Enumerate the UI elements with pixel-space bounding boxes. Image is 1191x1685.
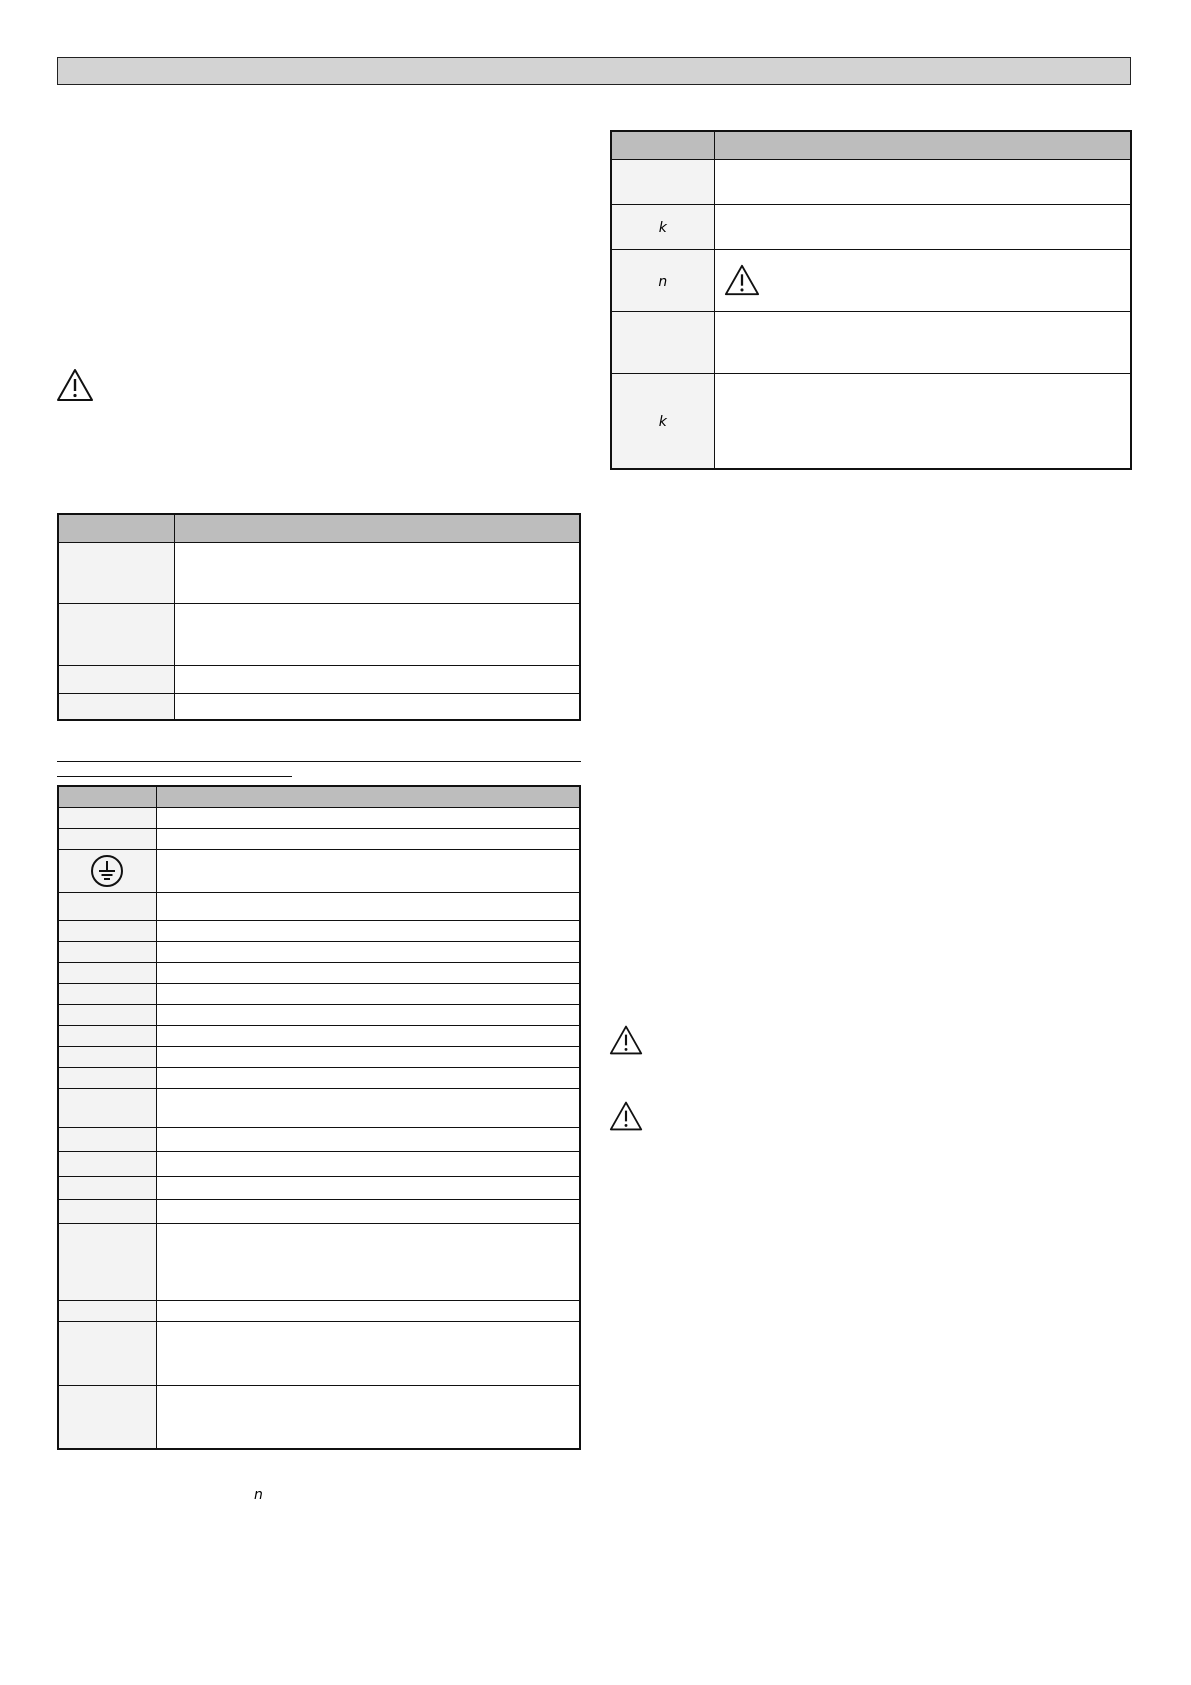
symbol-n: n bbox=[254, 1487, 263, 1503]
table-row bbox=[58, 1046, 580, 1067]
table-row bbox=[58, 962, 580, 983]
symbol-k: k bbox=[658, 414, 667, 431]
section-rule-short bbox=[57, 776, 292, 777]
table-row bbox=[58, 1127, 580, 1151]
table-row bbox=[58, 1300, 580, 1321]
warning-icon bbox=[609, 1024, 643, 1056]
table-row bbox=[58, 849, 580, 892]
table-row bbox=[58, 1004, 580, 1025]
table-header-col1 bbox=[611, 131, 714, 159]
table-row bbox=[58, 892, 580, 920]
table-row bbox=[58, 1025, 580, 1046]
table-left-1 bbox=[57, 513, 581, 721]
table-row bbox=[58, 1385, 580, 1449]
table-row bbox=[58, 1151, 580, 1176]
table-row bbox=[58, 1223, 580, 1300]
table-row bbox=[58, 1176, 580, 1199]
table-row bbox=[58, 603, 580, 665]
warning-icon bbox=[724, 263, 760, 297]
table-row bbox=[611, 204, 1131, 249]
table-header-col2 bbox=[174, 514, 580, 542]
protective-earth-icon bbox=[89, 853, 125, 889]
table-row bbox=[58, 1088, 580, 1127]
table-header-col1 bbox=[58, 514, 174, 542]
section-rule-long bbox=[57, 761, 581, 762]
table-right bbox=[610, 130, 1132, 470]
page-header-bar bbox=[57, 57, 1131, 85]
table-row bbox=[58, 542, 580, 603]
symbol-k: k bbox=[658, 220, 667, 236]
table-row bbox=[58, 1067, 580, 1088]
table-row bbox=[58, 807, 580, 828]
table-row bbox=[58, 665, 580, 693]
table-row bbox=[58, 941, 580, 962]
table-row bbox=[58, 693, 580, 720]
table-row bbox=[58, 920, 580, 941]
table-row bbox=[611, 311, 1131, 373]
table-row bbox=[611, 159, 1131, 204]
warning-icon bbox=[609, 1100, 643, 1132]
table-left-2 bbox=[57, 785, 581, 1450]
table-row bbox=[58, 1321, 580, 1385]
table-header-col2 bbox=[156, 786, 580, 807]
symbol-n: n bbox=[658, 273, 668, 290]
table-row bbox=[611, 373, 1131, 469]
table-row bbox=[58, 1199, 580, 1223]
table-row bbox=[58, 828, 580, 849]
table-header-col1 bbox=[58, 786, 156, 807]
table-row bbox=[611, 249, 1131, 311]
table-row bbox=[58, 983, 580, 1004]
table-header-col2 bbox=[714, 131, 1131, 159]
warning-icon bbox=[56, 368, 94, 402]
